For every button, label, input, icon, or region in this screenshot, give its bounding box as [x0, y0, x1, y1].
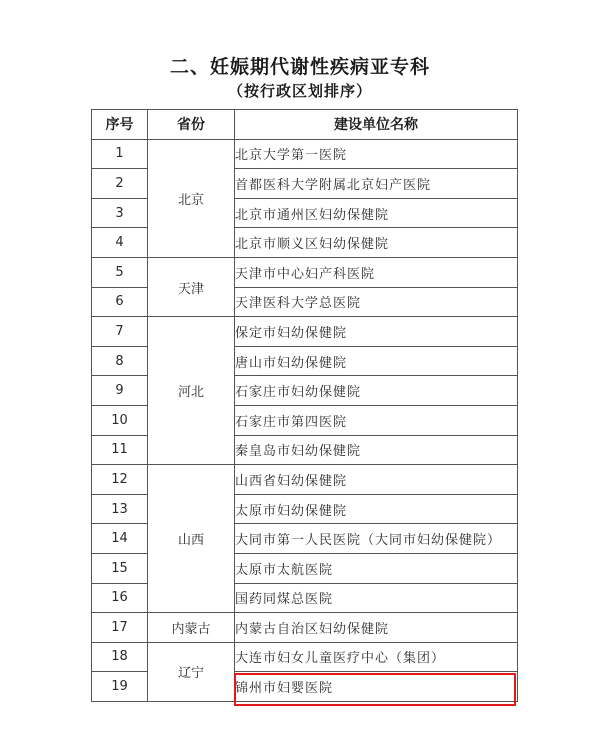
unit-name: 大同市第一人民医院（大同市妇幼保健院） — [235, 524, 518, 554]
table-header-row — [92, 110, 518, 140]
row-number: 11 — [92, 435, 148, 465]
unit-name: 北京市顺义区妇幼保健院 — [235, 228, 518, 258]
row-number: 12 — [92, 465, 148, 495]
province-cell: 内蒙古 — [148, 613, 235, 643]
unit-name: 天津医科大学总医院 — [235, 287, 518, 317]
row-number: 7 — [92, 317, 148, 347]
unit-name: 天津市中心妇产科医院 — [235, 257, 518, 287]
row-number: 5 — [92, 257, 148, 287]
row-number: 19 — [92, 672, 148, 702]
province-cell: 天津 — [148, 257, 235, 316]
row-number: 14 — [92, 524, 148, 554]
table-row — [92, 317, 518, 347]
unit-name: 太原市妇幼保健院 — [235, 494, 518, 524]
unit-name: 太原市太航医院 — [235, 553, 518, 583]
unit-name-highlighted: 锦州市妇婴医院 — [235, 672, 518, 702]
unit-name: 石家庄市第四医院 — [235, 405, 518, 435]
unit-name: 首都医科大学附属北京妇产医院 — [235, 169, 518, 199]
unit-name: 秦皇岛市妇幼保健院 — [235, 435, 518, 465]
table-row — [92, 139, 518, 169]
row-number: 4 — [92, 228, 148, 258]
row-number: 13 — [92, 494, 148, 524]
table-row — [92, 257, 518, 287]
unit-name: 石家庄市妇幼保健院 — [235, 376, 518, 406]
unit-name: 大连市妇女儿童医疗中心（集团） — [235, 642, 518, 672]
row-number: 8 — [92, 346, 148, 376]
row-number: 17 — [92, 613, 148, 643]
row-number: 16 — [92, 583, 148, 613]
unit-name: 北京市通州区妇幼保健院 — [235, 198, 518, 228]
unit-name: 北京大学第一医院 — [235, 139, 518, 169]
row-number: 1 — [92, 139, 148, 169]
header-number: 序号 — [92, 110, 148, 140]
row-number: 15 — [92, 553, 148, 583]
unit-name: 唐山市妇幼保健院 — [235, 346, 518, 376]
page-title: 二、妊娠期代谢性疾病亚专科 — [169, 56, 430, 78]
row-number: 9 — [92, 376, 148, 406]
table-row — [92, 465, 518, 495]
province-cell: 辽宁 — [148, 642, 235, 701]
row-number: 6 — [92, 287, 148, 317]
row-number: 3 — [92, 198, 148, 228]
unit-name: 保定市妇幼保健院 — [235, 317, 518, 347]
province-cell: 北京 — [148, 139, 235, 257]
unit-name: 国药同煤总医院 — [235, 583, 518, 613]
page-subtitle: （按行政区划排序） — [227, 82, 372, 100]
header-unit-name: 建设单位名称 — [235, 110, 518, 140]
row-number: 10 — [92, 405, 148, 435]
row-number: 18 — [92, 642, 148, 672]
hospital-table — [91, 109, 518, 702]
province-cell: 河北 — [148, 317, 235, 465]
table-row — [92, 613, 518, 643]
unit-name: 内蒙古自治区妇幼保健院 — [235, 613, 518, 643]
row-number: 2 — [92, 169, 148, 199]
province-cell: 山西 — [148, 465, 235, 613]
table-row — [92, 642, 518, 672]
unit-name: 山西省妇幼保健院 — [235, 465, 518, 495]
header-province: 省份 — [148, 110, 235, 140]
